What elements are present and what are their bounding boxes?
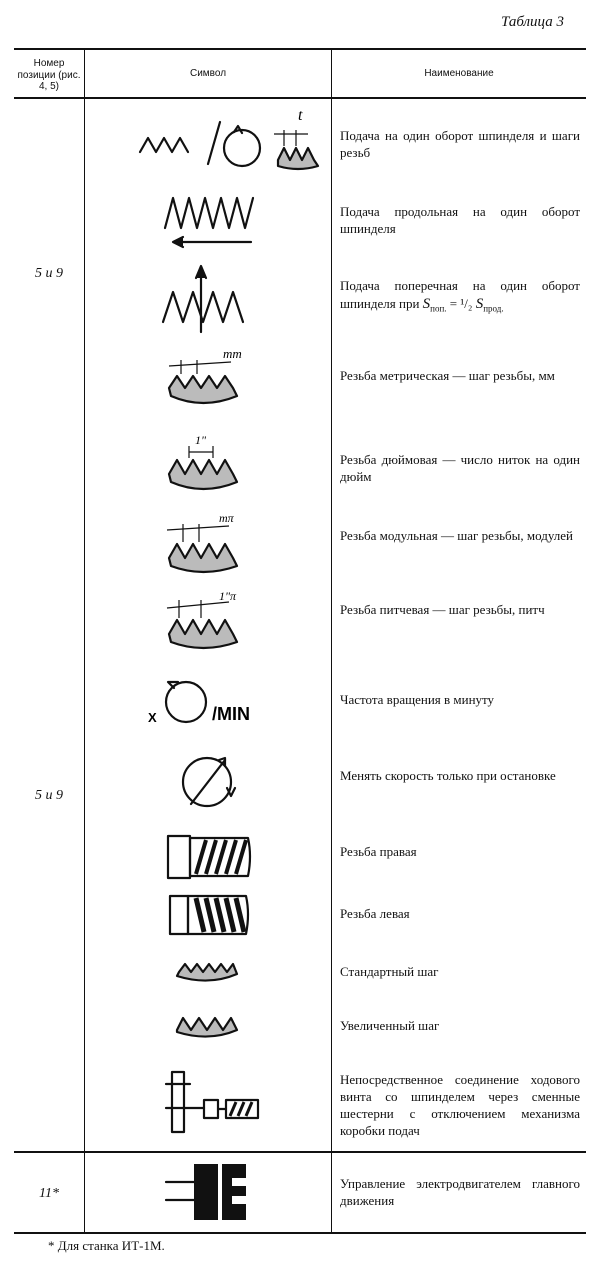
header-col-symbol: Символ — [189, 68, 227, 79]
table-row — [85, 948, 585, 998]
rpm-label-x: X — [148, 710, 157, 725]
row-name: Резьба левая — [340, 906, 410, 921]
table-row — [85, 430, 585, 502]
main-motor-control-icon — [148, 1156, 268, 1228]
table-row — [85, 748, 585, 818]
table-row — [85, 586, 585, 660]
row-name: Резьба питчевая — шаг резьбы, питч — [340, 602, 545, 617]
header-bottom-rule — [14, 97, 586, 99]
table-row — [85, 348, 585, 420]
right-thread-icon — [148, 826, 268, 888]
row-name: Управление электродвигателем главного движения — [340, 1176, 580, 1208]
table-row — [85, 188, 585, 258]
table-row — [85, 886, 585, 944]
row-name: Подача продольная на один оборот шпинделя — [340, 204, 580, 236]
position-group-1: 5 и 9 — [35, 266, 63, 281]
table-row — [85, 1002, 585, 1054]
inch-thread-icon — [153, 430, 263, 502]
row-name: Менять скорость только при остановке — [340, 768, 556, 783]
table-row — [85, 1060, 585, 1144]
table-caption: Таблица 3 — [501, 14, 564, 30]
table-row — [85, 262, 585, 342]
row-name: Резьба метрическая — шаг резьбы, мм — [340, 368, 555, 383]
table-top-rule — [14, 48, 586, 50]
module-thread-label: mπ — [219, 511, 234, 525]
row-name: Непосредственное соединение ходового винта со шпинделем через сменные шестерни с отключением механизма коробки подач — [340, 1072, 580, 1138]
metric-thread-label: mm — [223, 346, 242, 361]
standard-pitch-icon — [153, 948, 263, 998]
row-name: Резьба модульная — шаг резьбы, модулей — [340, 528, 574, 543]
row-name: Увеличенный шаг — [340, 1018, 440, 1033]
footnote: * Для станка ИТ-1М. — [48, 1238, 165, 1253]
pitch-thread-icon — [153, 586, 263, 660]
position-group-3: 11* — [39, 1186, 59, 1201]
header-col-name: Наименование — [424, 68, 494, 79]
header-col-position: Номер позиции (рис. 4, 5) — [17, 58, 81, 92]
feed-per-revolution-icon — [108, 107, 308, 180]
direct-connection-icon — [148, 1060, 268, 1144]
change-speed-stopped-icon — [153, 748, 263, 818]
pitch-thread-label: 1"π — [219, 589, 237, 603]
table-row — [85, 107, 585, 190]
group-separator — [14, 1151, 586, 1153]
rpm-label-min: /MIN — [212, 704, 250, 724]
row-name: Частота вращения в минуту — [340, 692, 495, 707]
row-name: Резьба дюймовая — число ниток на один дюйм — [340, 452, 580, 484]
row-name: Стандартный шаг — [340, 964, 439, 979]
table-row — [85, 1156, 585, 1228]
position-group-2: 5 и 9 — [35, 788, 63, 803]
row-name: Подача на один оборот шпинделя и шаги резьб — [340, 128, 580, 160]
module-thread-icon — [153, 508, 263, 586]
table-row — [85, 826, 585, 888]
inch-thread-label: 1" — [195, 433, 207, 447]
rpm-icon — [128, 664, 288, 740]
row-name: Резьба правая — [340, 844, 417, 859]
left-thread-icon — [148, 886, 268, 944]
row-name: Подача поперечная на один оборот шпинделя при $S_{поп.} = ^1/_2$ $S_{прод.}$ — [340, 278, 580, 314]
increased-pitch-icon — [153, 1002, 263, 1054]
longitudinal-feed-icon — [153, 188, 263, 258]
table-row — [85, 508, 585, 586]
table-bottom-rule — [14, 1232, 586, 1234]
metric-thread-icon — [153, 348, 263, 420]
feed-per-revolution-label: t — [298, 107, 303, 124]
cross-feed-icon — [153, 262, 263, 342]
table-row — [85, 664, 585, 740]
